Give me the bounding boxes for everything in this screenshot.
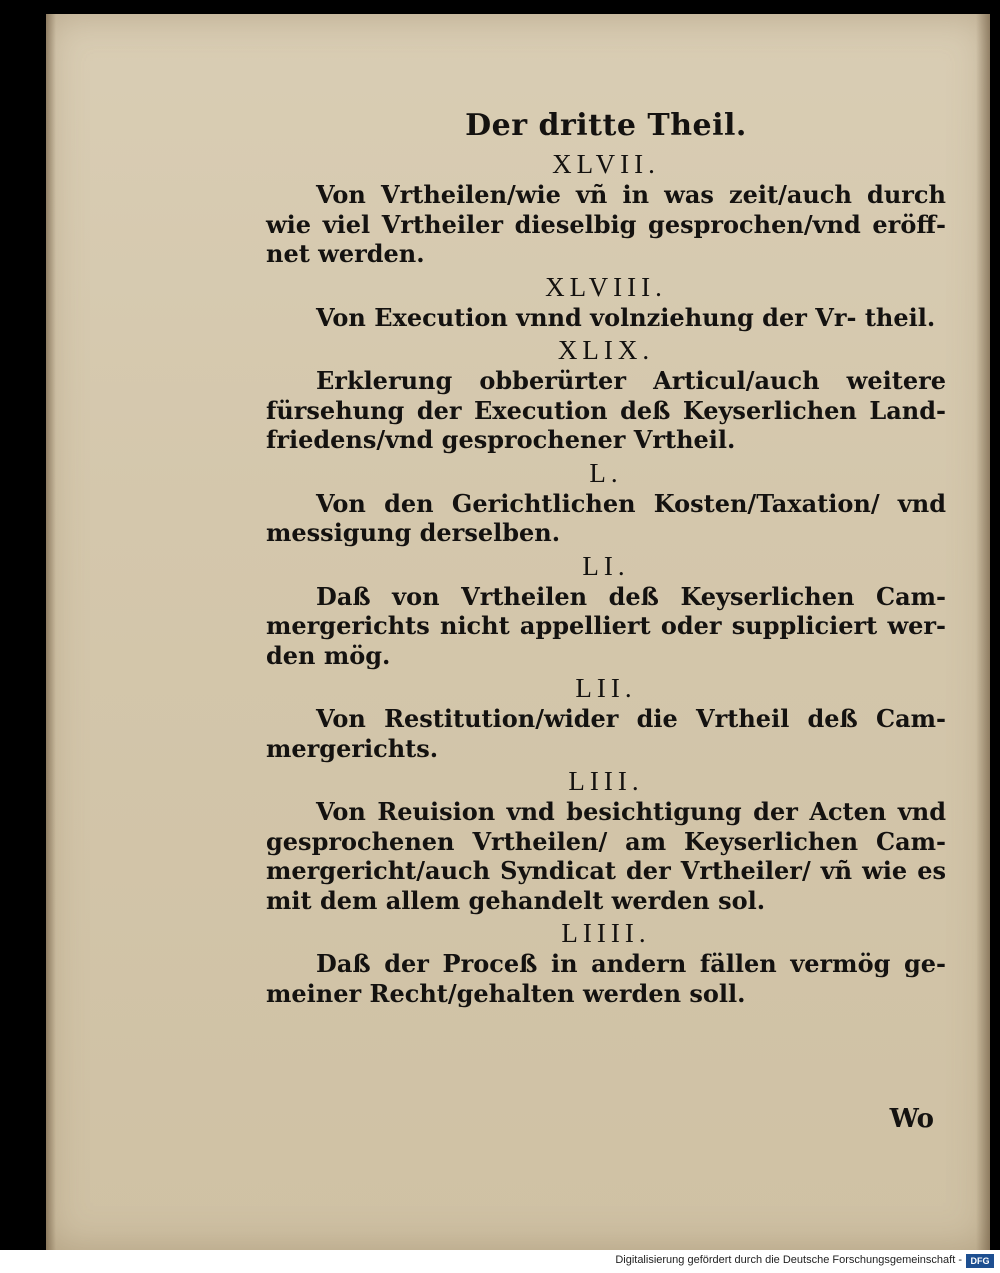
catchword: Wo	[889, 1104, 934, 1134]
section-text: Daß der Proceß in andern fällen vermög ge- meiner Recht/gehalten werden soll.	[266, 949, 946, 1008]
section-text: Von Execution vnnd volnziehung der Vr- theil.	[316, 302, 936, 332]
section-numeral: XLVII.	[552, 149, 660, 179]
table-of-contents	[266, 106, 946, 1010]
toc-entry	[266, 672, 946, 763]
section-numeral: LI.	[582, 550, 630, 581]
section-text: Daß von Vrtheilen deß Keyserlichen Cam- mergerichts nicht appelliert oder suppliciert wer- den mög.	[266, 581, 946, 670]
toc-entry	[266, 148, 946, 269]
page-heading: Der dritte Theil.	[465, 108, 747, 143]
toc-entry	[266, 550, 946, 671]
section-text: Erklerung obberürter Articul/auch weitere fürsehung der Execution deß Keyserlichen Land- friedens/vnd gesprochener Vrtheil.	[266, 366, 946, 454]
toc-entry	[266, 271, 946, 333]
page-gutter-shadow	[46, 14, 56, 1250]
toc-entry	[266, 917, 946, 1008]
toc-entry	[266, 457, 946, 548]
section-numeral: LIIII.	[561, 918, 651, 948]
section-text: Von Vrtheilen/wie vñ in was zeit/auch durch wie viel Vrtheiler dieselbig gesprochen/vnd eröff- net werden.	[266, 180, 946, 268]
dfg-logo[interactable]: DFG	[966, 1254, 994, 1268]
page-edge-shadow	[976, 14, 990, 1250]
funding-credit: Digitalisierung gefördert durch die Deutsche Forschungsgemeinschaft -	[615, 1254, 962, 1266]
section-numeral: LII.	[575, 673, 637, 703]
section-text: Von Reuision vnd besichtigung der Acten vnd gesprochenen Vrtheilen/ am Keyserlichen Cam- mergericht/auch Syndicat der Vrtheiler/ vñ wie es mit dem allem gehandelt werden sol.	[266, 797, 946, 915]
footer-bar	[0, 1250, 1000, 1273]
section-text: Von Restitution/wider die Vrtheil deß Cam- mergerichts.	[266, 704, 946, 763]
section-numeral: XLVIII.	[545, 271, 667, 302]
section-numeral: L.	[589, 457, 623, 488]
toc-entry	[266, 334, 946, 455]
section-numeral: XLIX.	[557, 335, 655, 365]
section-numeral: LIII.	[568, 766, 644, 796]
toc-entry	[266, 765, 946, 915]
section-text: Von den Gerichtlichen Kosten/Taxation/ vnd messigung derselben.	[266, 488, 946, 547]
scanned-page	[46, 14, 990, 1250]
